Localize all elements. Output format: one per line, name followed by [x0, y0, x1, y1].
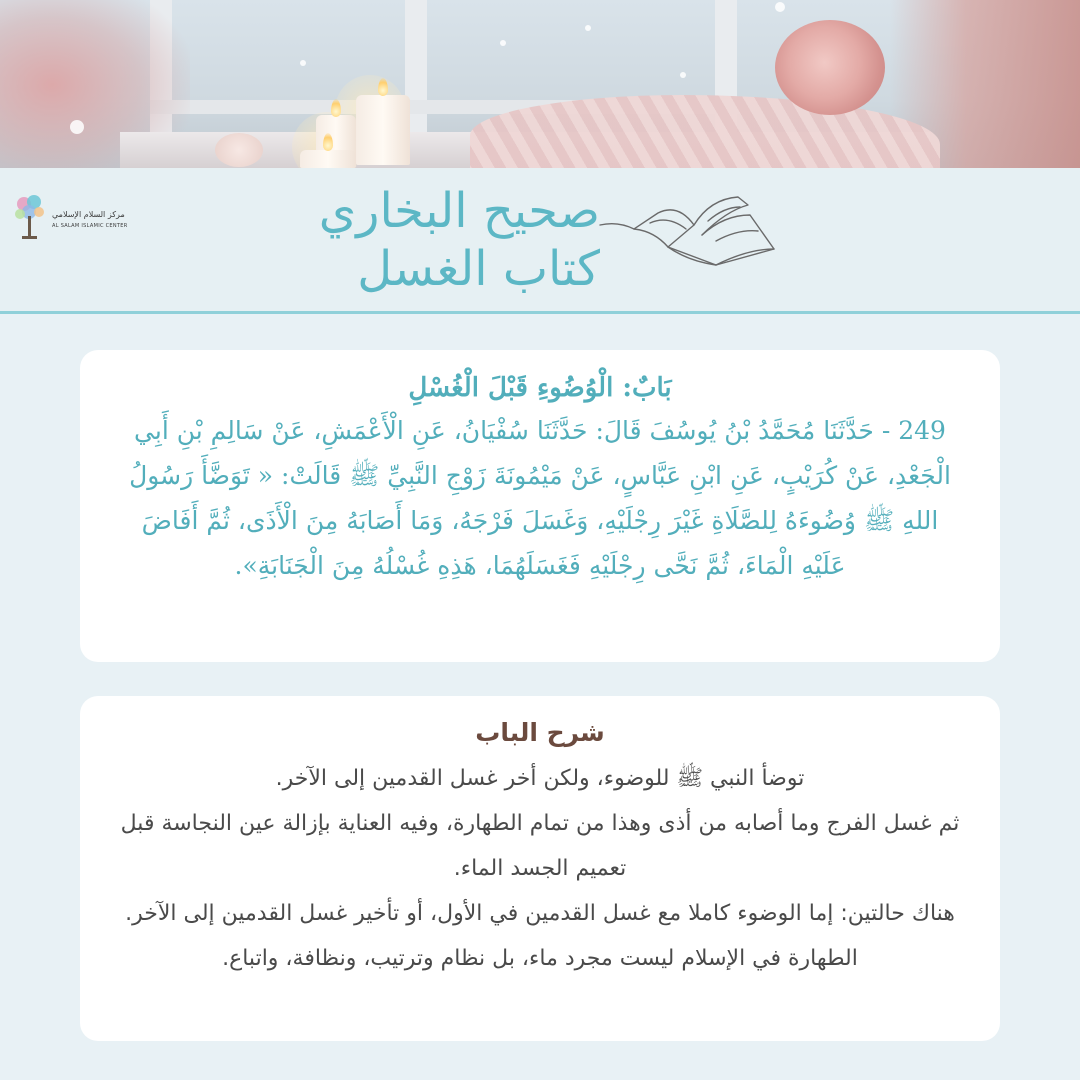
sharh-line: هناك حالتين: إما الوضوء كاملا مع غسل القدمين في الأول، أو تأخير غسل القدمين إلى الآخر. [125, 901, 955, 926]
candle [300, 150, 356, 168]
title-line-1: صحيح البخاري [318, 183, 600, 239]
hadith-heading: بَابٌ: الْوُضُوءِ قَبْلَ الْغُسْلِ [408, 373, 672, 403]
bokeh-light [775, 2, 785, 12]
open-book-icon [598, 185, 783, 285]
tree-logo-icon [12, 192, 48, 242]
sharh-card [80, 696, 1000, 1041]
bokeh-light [680, 72, 686, 78]
sharh-line: ثم غسل الفرج وما أصابه من أذى وهذا من تمام الطهارة، وفيه العناية بإزالة عين النجاسة قبل تعميم الجسد الماء. [120, 811, 960, 881]
hadith-text: 249 - حَدَّثَنَا مُحَمَّدُ بْنُ يُوسُفَ قَالَ: حَدَّثَنَا سُفْيَانُ، عَنِ الْأَعْمَشِ، عَنْ سَالِمِ بْنِ أَبِي الْجَعْدِ، عَنْ كُرَيْبٍ، عَنِ ابْنِ عَبَّاسٍ، عَنْ مَيْمُونَةَ زَوْجِ النَّبِيِّ ﷺ قَالَتْ: « تَوَضَّأَ رَسُولُ اللهِ ﷺ وُضُوءَهُ لِلصَّلَاةِ غَيْرَ رِجْلَيْهِ، وَغَسَلَ فَرْجَهُ، وَمَا أَصَابَهُ مِنَ الْأَذَى، ثُمَّ أَفَاضَ عَلَيْهِ الْمَاءَ، ثُمَّ نَحَّى رِجْلَيْهِ فَغَسَلَهُمَا، هَذِهِ غُسْلُهُ مِنَ الْجَنَابَةِ». [129, 416, 951, 580]
hadith-card [80, 350, 1000, 662]
bokeh-light [300, 60, 306, 66]
candle-flame [323, 133, 333, 151]
logo [12, 192, 128, 244]
candle-flame [378, 78, 388, 96]
bokeh-light [500, 40, 506, 46]
candle-flame [331, 99, 341, 117]
sharh-line: توضأ النبي ﷺ للوضوء، ولكن أخر غسل القدمين إلى الآخر. [275, 766, 805, 791]
white-flower [215, 133, 263, 167]
knitted-blanket [470, 95, 940, 168]
hero-photo [0, 0, 1080, 168]
candle [356, 95, 410, 165]
logo-name-en: AL SALAM ISLAMIC CENTER [52, 223, 128, 229]
bokeh-light [585, 25, 591, 31]
title-line-2: كتاب الغسل [357, 241, 600, 297]
sharh-heading: شرح الباب [475, 718, 605, 747]
rose [775, 20, 885, 115]
page-title [319, 182, 600, 298]
logo-name-ar: مركز السلام الإسلامي [52, 210, 125, 219]
bokeh-light [70, 120, 84, 134]
sharh-line: الطهارة في الإسلام ليست مجرد ماء، بل نظام وترتيب، ونظافة، واتباع. [222, 946, 858, 971]
